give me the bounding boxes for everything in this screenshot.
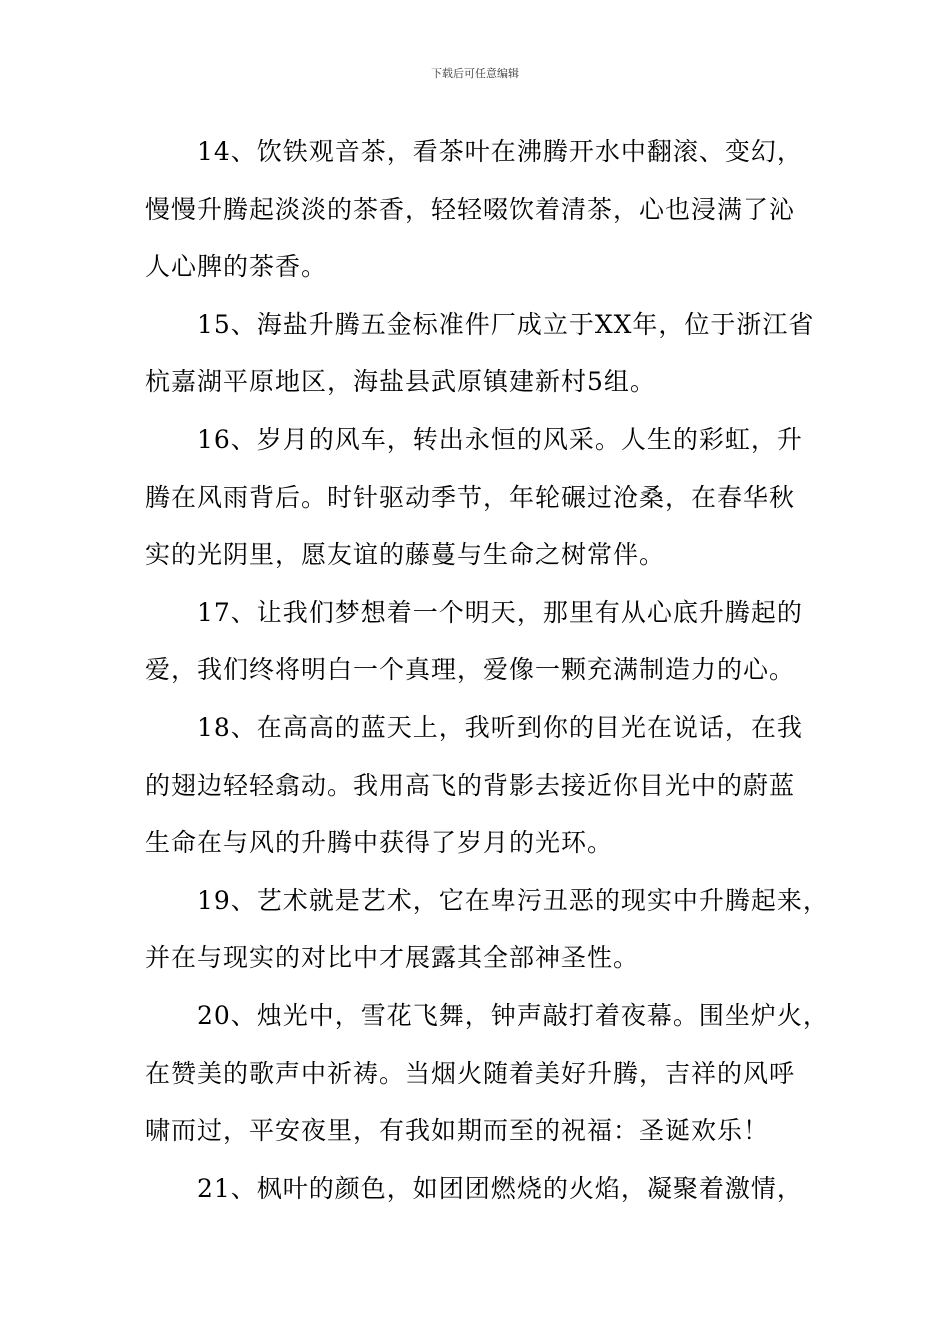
text-line: 的翅边轻轻翕动。我用高飞的背影去接近你目光中的蔚蓝 [145,770,796,800]
text-line: 18、在高高的蓝天上，我听到你的目光在说话，在我 [197,712,803,742]
text-line: 慢慢升腾起淡淡的茶香，轻轻啜饮着清茶，心也浸满了沁 [145,194,796,224]
text-line: 在赞美的歌声中祈祷。当烟火随着美好升腾，吉祥的风呼 [145,1058,796,1088]
text-line: 16、岁月的风车，转出永恒的风采。人生的彩虹，升 [197,424,803,454]
header-note: 下载后可任意编辑 [431,67,519,80]
text-line: 17、让我们梦想着一个明天，那里有从心底升腾起的 [197,597,803,627]
text-line: 实的光阴里，愿友谊的藤蔓与生命之树常伴。 [145,540,666,570]
text-line: 14、饮铁观音茶，看茶叶在沸腾开水中翻滚、变幻， [197,137,803,166]
document-body [145,130,829,1224]
text-line: 人心脾的茶香。 [145,252,328,282]
text-line: 爱，我们终将明白一个真理，爱像一颗充满制造力的心。 [145,655,796,685]
text-line: 生命在与风的升腾中获得了岁月的光环。 [145,828,614,858]
text-line: 杭嘉湖平原地区，海盐县武原镇建新村5组。 [145,367,656,397]
text-line: 腾在风雨背后。时针驱动季节，年轮碾过沧桑，在春华秋 [145,482,796,512]
text-line: 20、烛光中，雪花飞舞，钟声敲打着夜幕。围坐炉火， [197,1000,829,1030]
text-line: 并在与现实的对比中才展露其全部神圣性。 [145,943,640,973]
text-line: 啸而过，平安夜里，有我如期而至的祝福：圣诞欢乐！ [145,1116,770,1146]
text-line: 15、海盐升腾五金标准件厂成立于XX年，位于浙江省 [197,309,815,339]
text-line: 21、枫叶的颜色，如团团燃烧的火焰，凝聚着激情， [197,1173,803,1203]
text-line: 19、艺术就是艺术，它在卑污丑恶的现实中升腾起来， [197,885,829,915]
